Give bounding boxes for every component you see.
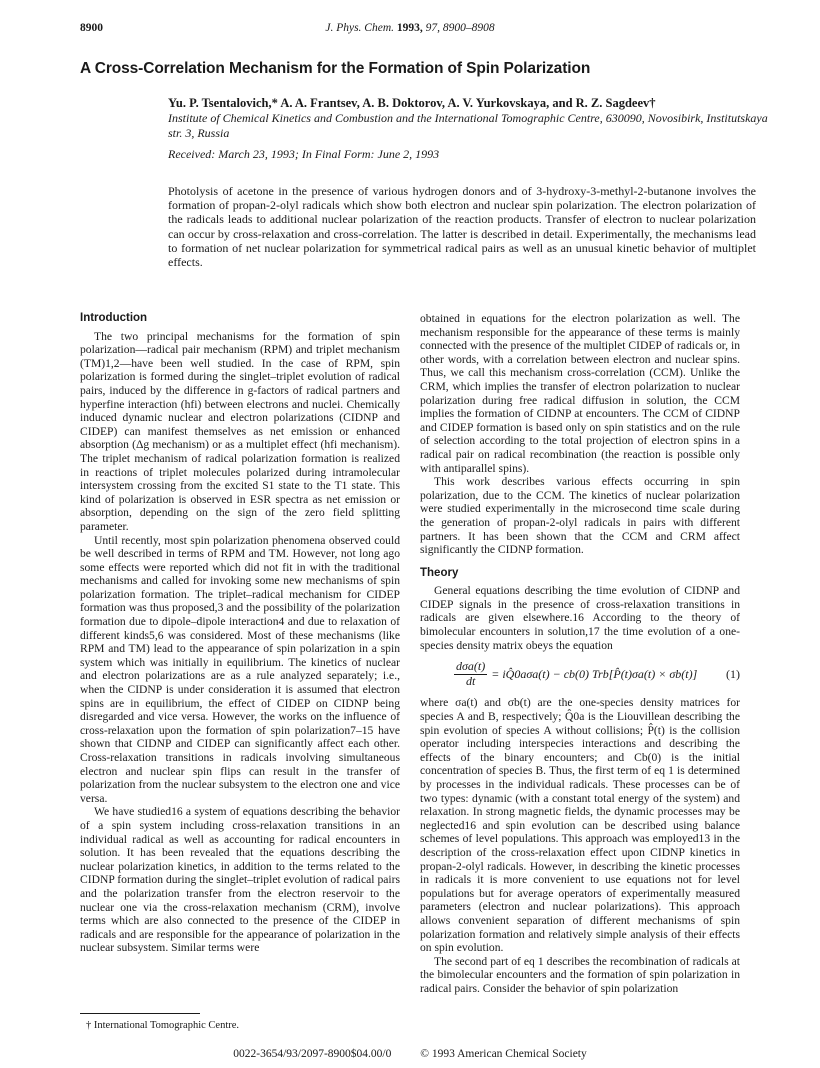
body-paragraph: The two principal mechanisms for the formation of spin polarization—radical pair mechanism (RPM) and triplet mechanism (TM)1,2—have been well studied. In the case of RPM, spin polarization is formed during the singlet–triplet evolution of radical pairs, induced by the difference in g-factors of radical partners and hyperfine interaction (hfi) between electrons and nuclei. Chemically induced dynamic nuclear and electron polarizations (CIDNP and CIDEP) can manifest themselves as net emission or enhanced absorption (Δg mechanism) or as a multiplet effect (hfi mechanism). The triplet mechanism of radical polarization formation is realized in reactions of triplet molecules polarized during intramolecular intersystem crossing from the excited S1 state to the T1 state. This kind of polarization is observed in ESR spectra as net emission or absorption, depending on the sign of the zero field splitting parameter. <box>80 329 400 533</box>
received-dates: Received: March 23, 1993; In Final Form: June 2, 1993 <box>168 147 440 161</box>
body-paragraph: We have studied16 a system of equations describing the behavior of a spin system including cross-relaxation transitions in an individual radical as well as accounting for radical encounters in solution. It has been revealed that the equations describing the nuclear polarization kinetics, in addition to the terms related to the CIDNP formation during the singlet–triplet evolution of radical pairs and the polarization transfer from the electron reservoir to the nuclear one via the cross-relaxation mechanism (CRM), involve terms which are also connected to the presence of the CIDEP in radicals and are responsible for the appearance of polarization in the nuclear subsystem. Similar terms were <box>80 805 400 955</box>
journal-year: 1993, <box>396 22 423 34</box>
equation-denominator: dt <box>465 673 476 688</box>
equation-rhs: = iQ̂0aσa(t) − cb(0) Trb[P̂(t)σa(t) × σb(t)] <box>491 666 698 681</box>
left-column <box>80 312 400 955</box>
body-paragraph: The second part of eq 1 describes the recombination of radicals at the bimolecular encounters and the formation of spin polarization in radical pairs. Consider the behavior of spin polarization <box>420 954 740 995</box>
body-paragraph: This work describes various effects occurring in spin polarization, due to the CCM. The kinetics of nuclear polarization were studied experimentally in the microsecond time scale during the generation of propan-2-olyl radicals in pairs with different partners. It has been shown that the CCM and CRM affect significantly the CIDNP formation. <box>420 475 740 557</box>
running-head <box>80 22 740 40</box>
byline <box>168 96 768 162</box>
copyright-notice: © 1993 American Chemical Society <box>420 1048 587 1060</box>
article-title: A Cross-Correlation Mechanism for the Formation of Spin Polarization <box>80 60 591 77</box>
equation-body <box>420 660 697 688</box>
author-list: Yu. P. Tsentalovich,* A. A. Frantsev, A. B. Doktorov, A. V. Yurkovskaya, and R. Z. Sagdeev† <box>168 96 656 110</box>
article-code: 0022-3654/93/2097-8900$04.00/0 <box>233 1048 392 1060</box>
equation-number: (1) <box>726 666 740 681</box>
footnote: † International Tomographic Centre. <box>86 1020 240 1031</box>
equation-fraction <box>454 660 487 688</box>
body-paragraph: Until recently, most spin polarization phenomena observed could be well described in terms of RPM and TM. However, not long ago some effects were reported which did not fit in with the traditional mechanisms and called for invoking some new mechanisms of spin polarization formation. The triplet–radical mechanism for CIDEP formation was thus proposed,3 and the possibility of the polarization formation due to dipole–dipole interaction4 and due to relaxation of different kinds5,6 was considered. Most of these mechanisms (like RPM and TM) lead to the appearance of spin polarization in a spin system which was initially in equilibrium. The kinetics of nuclear and electron polarizations are as a rule analyzed separately; i.e., when the CIDNP is under consideration it is assumed that electron spins are in equilibrium, the effect of CIDEP on CIDNP being disregarded and vice versa. However, the works on the influence of cross-relaxation upon the formation of spin polarization7–15 have shown that CIDNP and CIDEP can significantly affect each other. Cross-relaxation transitions in radicals involving simultaneous electron and nuclear spin flips can result in the transfer of polarization from the nuclear subsystem to the electron one and vice versa. <box>80 533 400 805</box>
abstract: Photolysis of acetone in the presence of various hydrogen donors and of 3-hydroxy-3-methyl-2-butanone involves the formation of propan-2-olyl radicals which show both electron and nuclear spin polarization. The electron polarization of the radicals leads to additional nuclear polarization of the reaction products. Transfer of electron to nuclear polarization can occur by cross-relaxation and cross-correlation. The latter is described in detail. Experimentally, the mechanisms lead to formation of net nuclear polarization for symmetrical radical pairs as well as an unusual kinetic behavior of multiplet effects. <box>168 184 756 270</box>
body-paragraph: obtained in equations for the electron polarization as well. The mechanism responsible for the appearance of these terms is mainly connected with the presence of the multiplet CIDEP of radicals or, in other words, with a correlation between electron and nuclear spins. Thus, we call this mechanism cross-correlation (CCM). Unlike the CRM, which implies the transfer of electron polarization to nuclear polarization during free radical diffusion in solution, the CCM implies the formation of CIDNP at encounters. The CCM of CIDNP and CIDEP formation is based only on spin statistics and on the rule of selection according to the total projection of electron spins in a radical pair on radical recombination (the reaction is possible only with antiparallel spins). <box>420 312 740 475</box>
page-number: 8900 <box>80 22 103 34</box>
journal-name: J. Phys. Chem. <box>325 22 395 34</box>
equation-1 <box>420 660 740 688</box>
footnote-divider <box>80 1013 200 1014</box>
affiliation: Institute of Chemical Kinetics and Combustion and the International Tomographic Centre, 630090, Novosibirk, Institutskaya str. 3, Russia <box>168 111 768 140</box>
body-paragraph: where σa(t) and σb(t) are the one-species density matrices for species A and B, respectively; Q̂0a is the Liouvillean describing the spin evolution of species A without collisions; P̂(t) is the collision operator including interspecies interactions and describing the effects of the binary encounters; and Cb(0) is the initial concentration of species B. Thus, the first term of eq 1 is determined by processes in the individual radicals. These processes can be of two types: dynamic (with a constant total energy of the system) and relaxation. In strong magnetic fields, the dynamic processes may be neglected16 and spin evolution can be described using balance schemes of level populations. This approach was employed13 in the description of the cross-relaxation effect upon CIDNP kinetics in propan-2-olyl radicals. However, in describing the kinetic processes in radicals it is more convenient to use equations not for level populations but for average operators of experimentally measured parameters (electron and nuclear polarizations). This approach allows convenient separation of different mechanisms of spin polarization formation and relatively simple analysis of their effects on spin evolution. <box>420 696 740 955</box>
journal-pages: 8900–8908 <box>442 22 495 34</box>
section-heading-introduction: Introduction <box>80 312 148 324</box>
body-paragraph: General equations describing the time evolution of CIDNP and CIDEP signals in the presence of cross-relaxation transitions in radicals are given elsewhere.16 According to the theory of bimolecular encounters in solution,17 the time evolution of a one-species density matrix obeys the equation <box>420 584 740 652</box>
equation-numerator: dσa(t) <box>456 659 486 674</box>
page-footer <box>80 1048 740 1060</box>
journal-reference <box>80 22 740 34</box>
right-column <box>420 312 740 996</box>
section-heading-theory: Theory <box>420 566 459 579</box>
journal-volume: 97, <box>425 22 441 34</box>
